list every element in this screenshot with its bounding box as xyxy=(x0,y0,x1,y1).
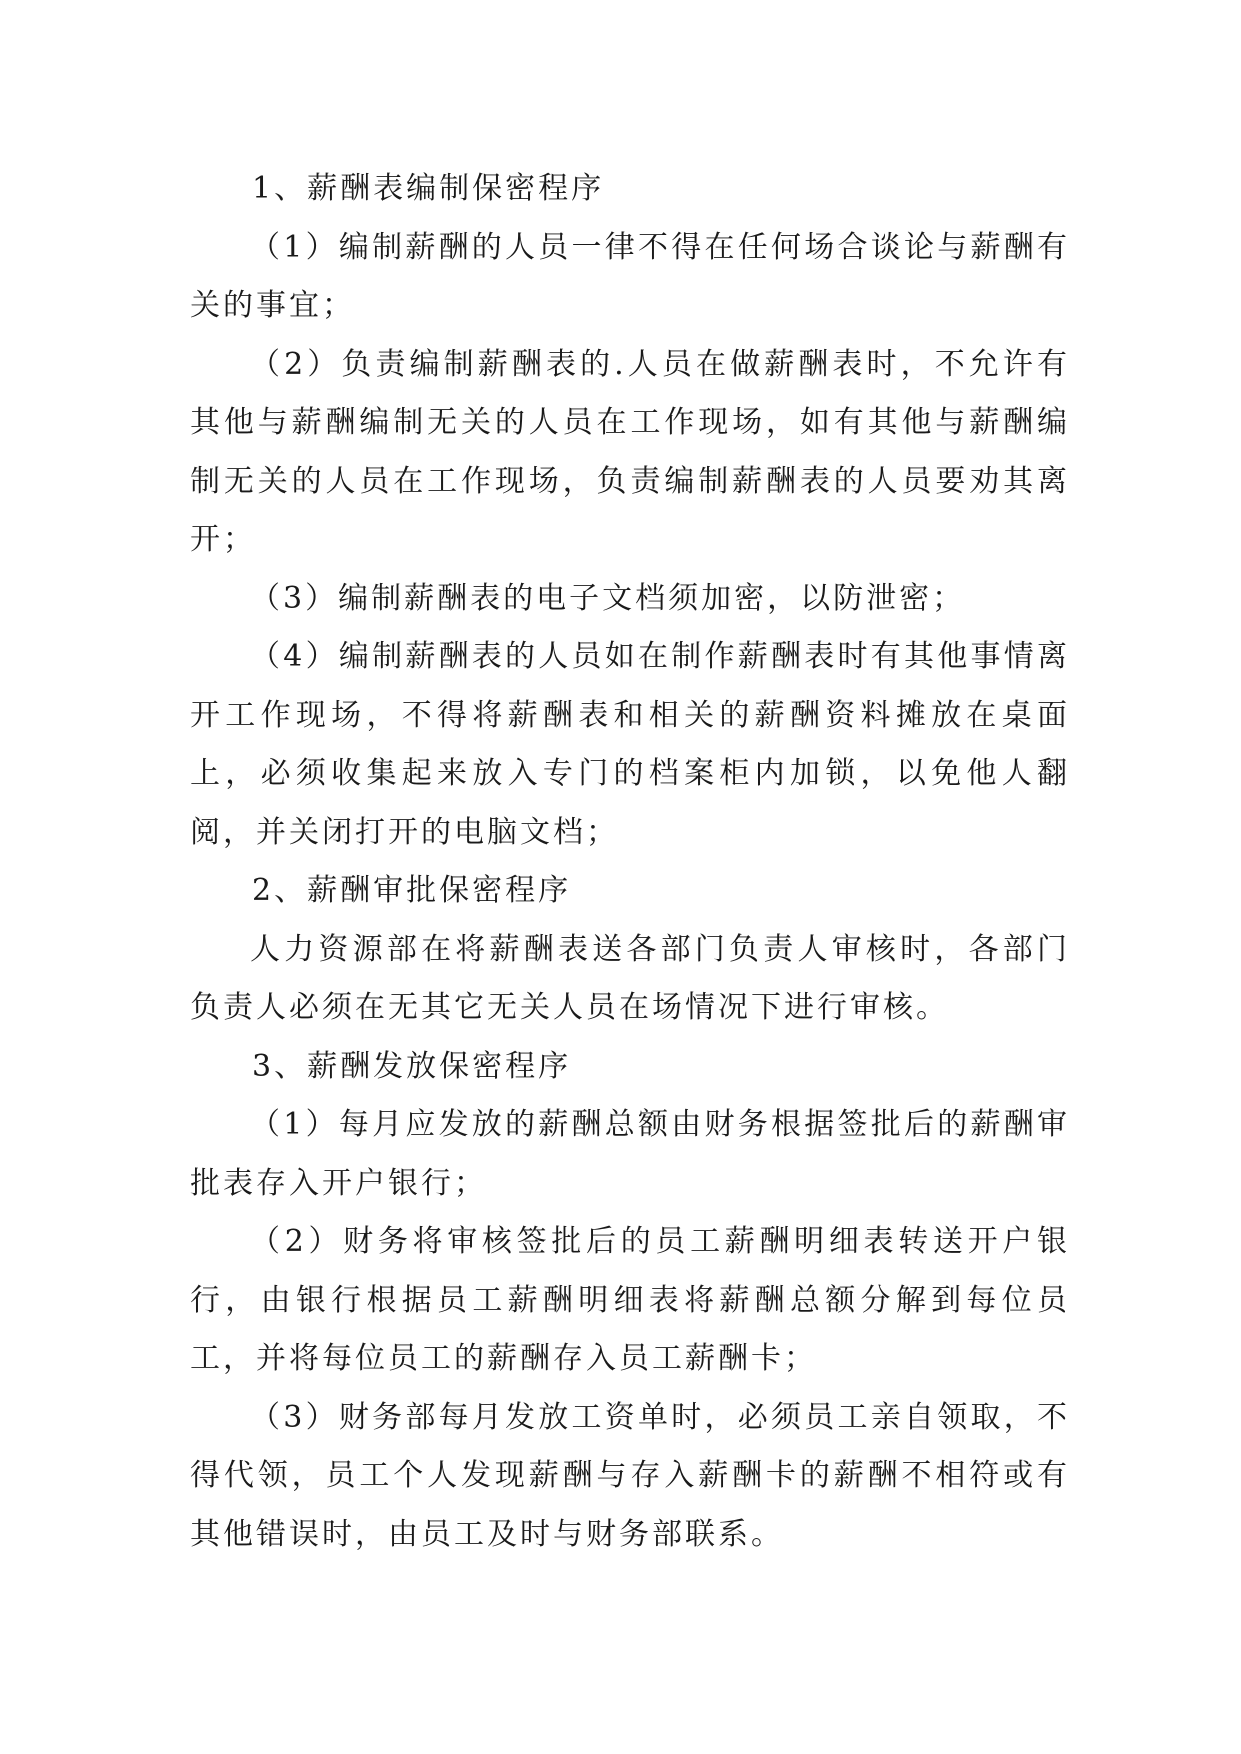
paragraph-preparation-rule-2: （2）负责编制薪酬表的.人员在做薪酬表时，不允许有其他与薪酬编制无关的人员在工作现场，如有其他与薪酬编制无关的人员在工作现场，负责编制薪酬表的人员要劝其离开； xyxy=(190,346,1070,557)
paragraph-distribution-rule-2: （2）财务将审核签批后的员工薪酬明细表转送开户银行，由银行根据员工薪酬明细表将薪酬总额分解到每位员工，并将每位员工的薪酬存入员工薪酬卡； xyxy=(190,1224,1070,1376)
section-heading-payroll-approval: 2、薪酬审批保密程序 xyxy=(252,873,572,908)
paragraph-distribution-rule-3: （3）财务部每月发放工资单时，必须员工亲自领取，不得代领，员工个人发现薪酬与存入薪酬卡的薪酬不相符或有其他错误时，由员工及时与财务部联系。 xyxy=(190,1399,1070,1552)
section-heading-payroll-distribution: 3、薪酬发放保密程序 xyxy=(252,1048,572,1084)
section-heading-payroll-preparation: 1、薪酬表编制保密程序 xyxy=(252,171,605,206)
paragraph-approval-rule: 人力资源部在将薪酬表送各部门负责人审核时，各部门负责人必须在无其它无关人员在场情况下进行审核。 xyxy=(190,931,1070,1025)
paragraph-preparation-rule-3: （3）编制薪酬表的电子文档须加密，以防泄密； xyxy=(250,580,966,616)
document-body xyxy=(190,160,1070,1564)
paragraph-preparation-rule-1: （1）编制薪酬的人员一律不得在任何场合谈论与薪酬有关的事宜； xyxy=(190,229,1070,323)
paragraph-distribution-rule-1: （1）每月应发放的薪酬总额由财务根据签批后的薪酬审批表存入开户银行； xyxy=(190,1107,1070,1201)
paragraph-preparation-rule-4: （4）编制薪酬表的人员如在制作薪酬表时有其他事情离开工作现场，不得将薪酬表和相关的薪酬资料摊放在桌面上，必须收集起来放入专门的档案柜内加锁，以免他人翻阅，并关闭打开的电脑文档； xyxy=(190,639,1070,850)
